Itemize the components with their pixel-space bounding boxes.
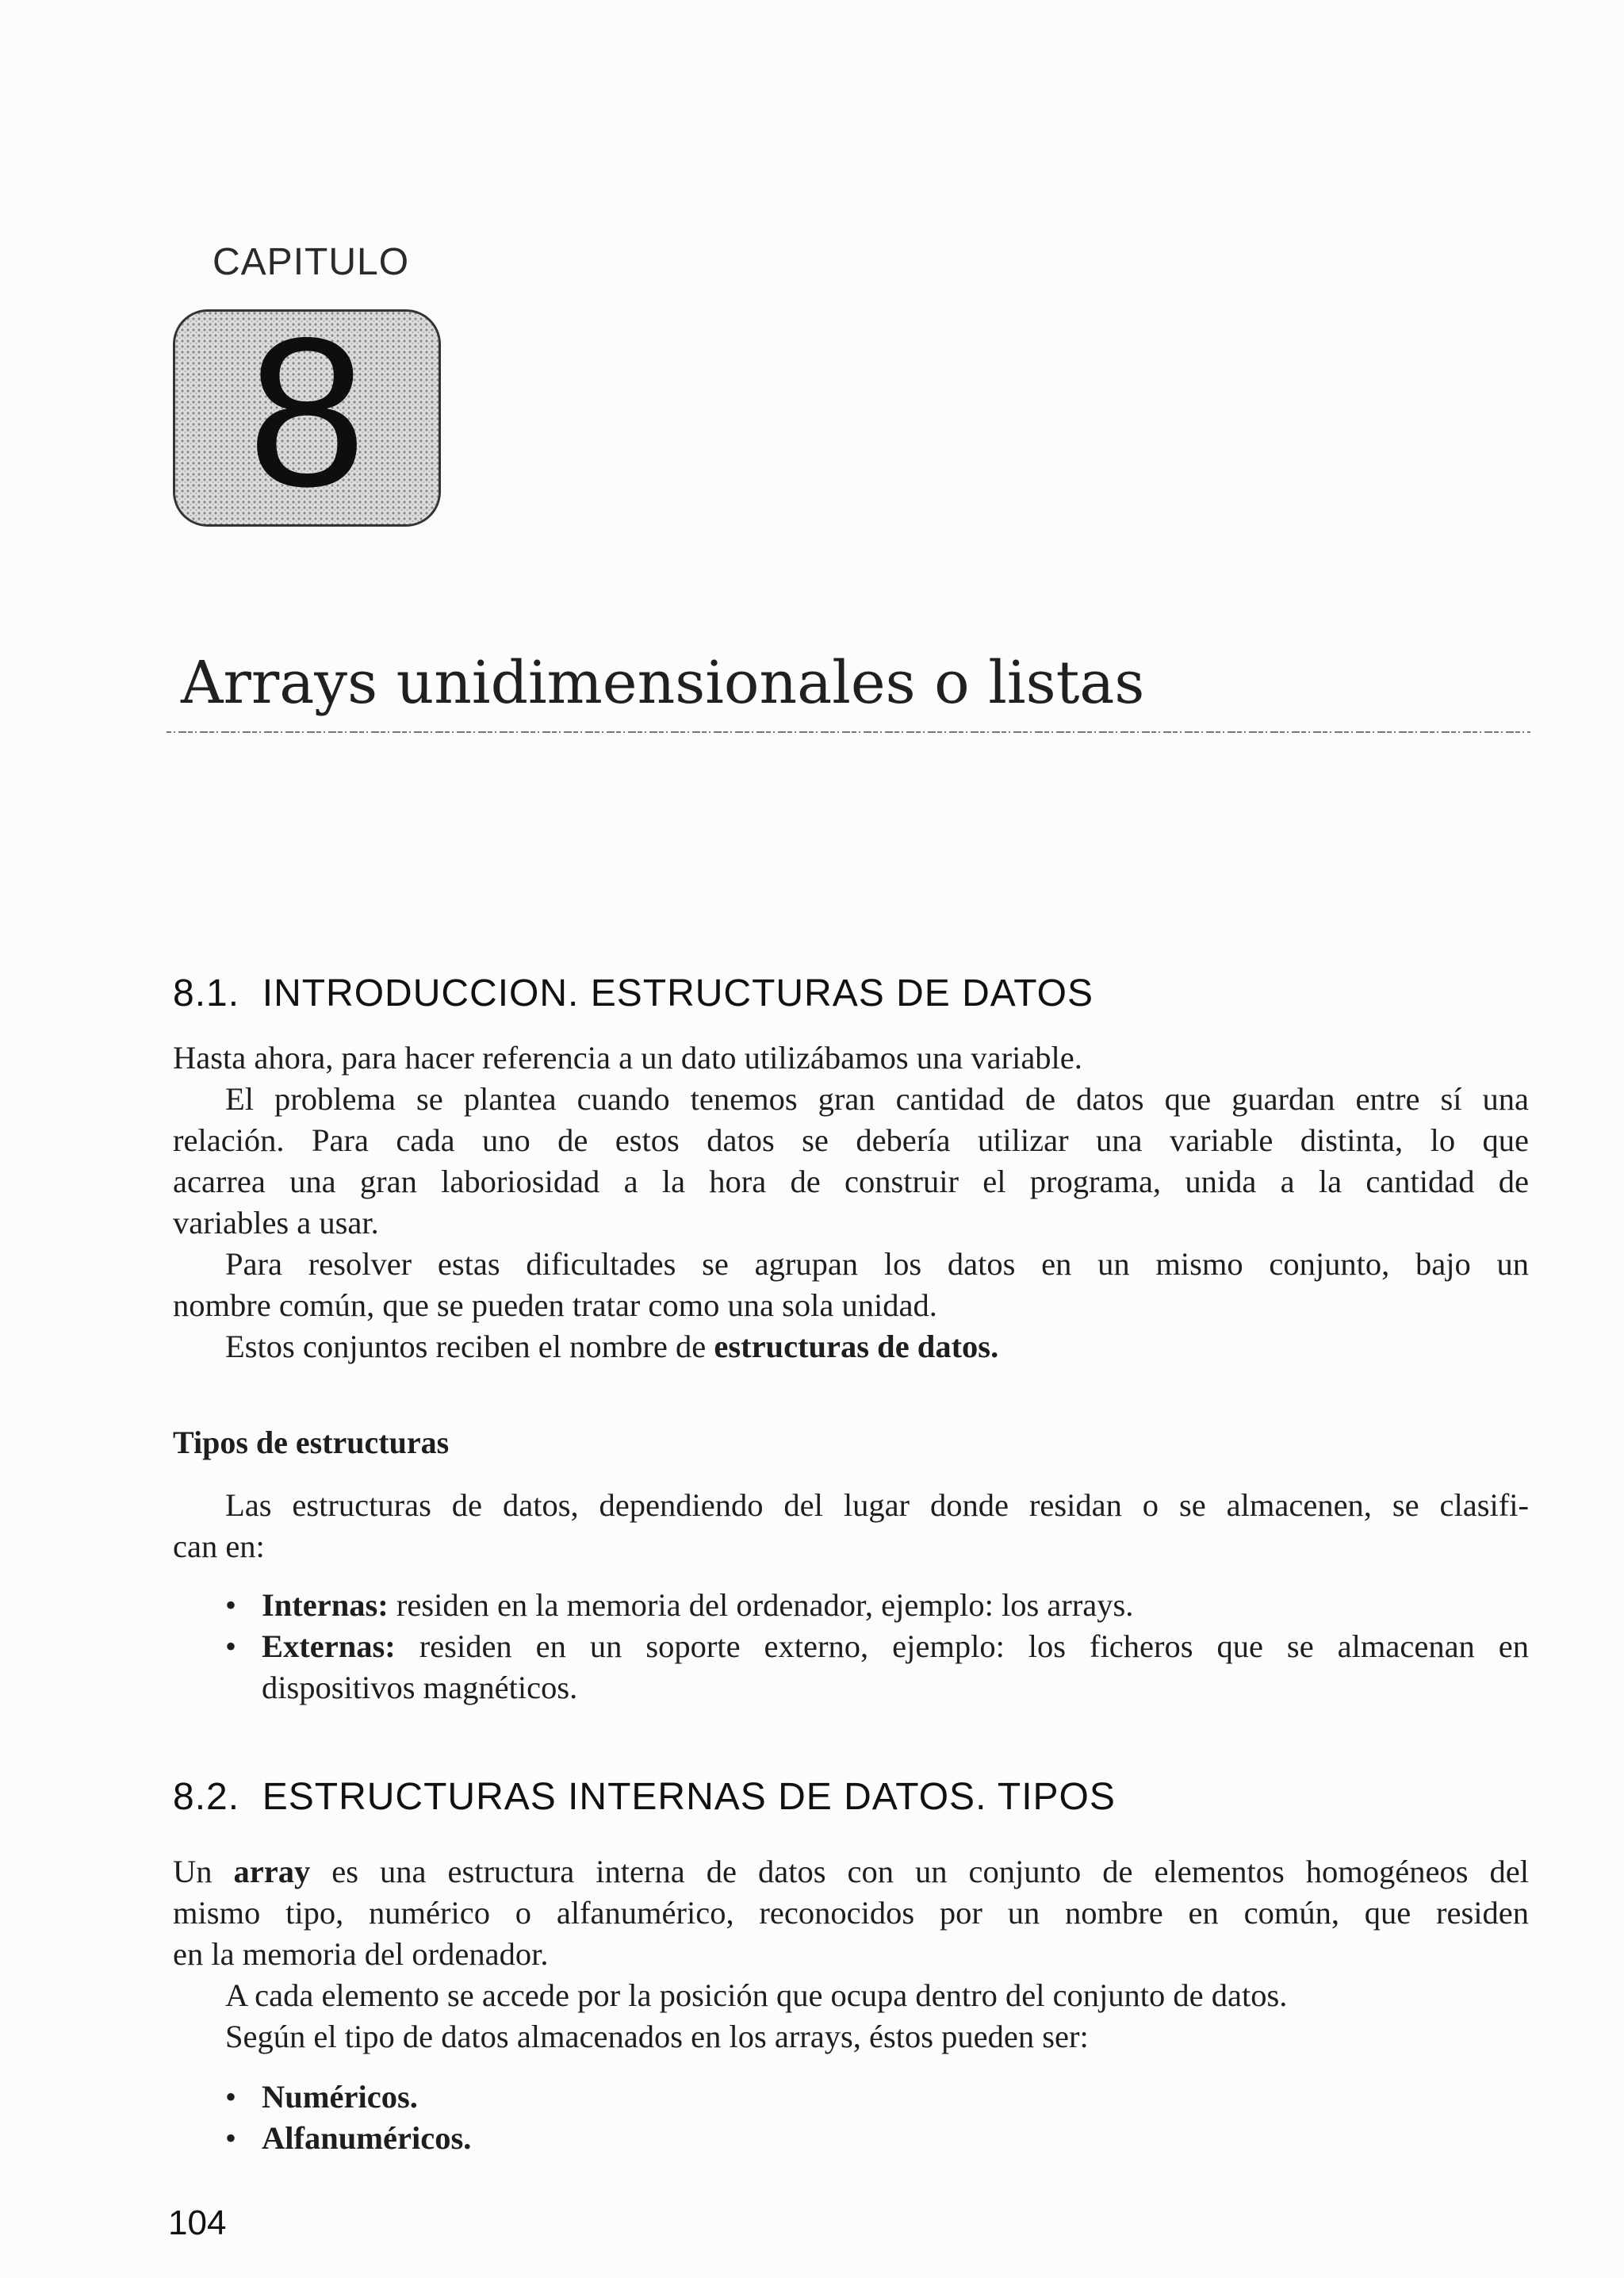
text-line: mismo tipo, numérico o alfanumérico, reconocidos por un nombre en común, que residen xyxy=(173,1895,1529,1931)
classification-paragraph xyxy=(173,1485,1529,1567)
list-item xyxy=(225,2077,1177,2118)
section-heading-8-1: 8.1. INTRODUCCION. ESTRUCTURAS DE DATOS xyxy=(173,972,1094,1014)
text-line: Las estructuras de datos, dependiendo del lugar donde residan o se almacenen, se clasifi- xyxy=(225,1487,1529,1523)
list-item xyxy=(225,1585,1529,1626)
chapter-title: Arrays unidimensionales o listas xyxy=(181,649,1145,717)
text-line: en la memoria del ordenador. xyxy=(173,1936,549,1972)
bullet-continuation: dispositivos magnéticos. xyxy=(262,1670,578,1705)
subheading-tipos: Tipos de estructuras xyxy=(173,1425,450,1460)
bullet-term: Internas: xyxy=(262,1587,389,1623)
text-fragment: es una estructura interna de datos con un conjunto de elementos homogéneos del xyxy=(310,1854,1529,1889)
bullet-text: residen en un soporte externo, ejemplo: los ficheros que se almacenan en xyxy=(395,1628,1529,1664)
intro-paragraph: Hasta ahora, para hacer referencia a un dato utilizábamos una variable. xyxy=(173,1040,1082,1076)
definition-text: Estos conjuntos reciben el nombre de xyxy=(225,1329,714,1364)
list-item xyxy=(225,2118,1177,2159)
text-line: variables a usar. xyxy=(173,1205,379,1241)
definition-paragraph xyxy=(225,1326,1526,1367)
title-underline xyxy=(167,730,1530,734)
text-line: can en: xyxy=(173,1528,265,1564)
access-paragraph: A cada elemento se accede por la posición que ocupa dentro del conjunto de datos. xyxy=(225,1977,1288,2013)
problem-paragraph xyxy=(173,1079,1529,1244)
chapter-number-box xyxy=(173,309,441,527)
text-fragment: Un xyxy=(173,1854,234,1889)
list-item xyxy=(225,1626,1529,1708)
array-definition-paragraph xyxy=(173,1851,1529,1975)
bullet-list-array-types xyxy=(225,2077,1177,2159)
bullet-icon: • xyxy=(225,2120,237,2156)
types-paragraph: Según el tipo de datos almacenados en los arrays, éstos pueden ser: xyxy=(225,2019,1089,2054)
text-line: relación. Para cada uno de estos datos se debería utilizar una variable distinta, lo que xyxy=(173,1122,1529,1158)
grouping-paragraph xyxy=(173,1244,1529,1326)
bullet-text: residen en la memoria del ordenador, ejemplo: los arrays. xyxy=(388,1587,1134,1623)
bullet-term: Alfanuméricos. xyxy=(262,2120,472,2156)
text-line: Para resolver estas dificultades se agrupan los datos en un mismo conjunto, bajo un xyxy=(225,1246,1529,1282)
array-term: array xyxy=(233,1854,311,1889)
section-heading-8-2: 8.2. ESTRUCTURAS INTERNAS DE DATOS. TIPOS xyxy=(173,1776,1116,1818)
text-line: El problema se plantea cuando tenemos gran cantidad de datos que guardan entre sí una xyxy=(225,1081,1529,1117)
text-line: acarrea una gran laboriosidad a la hora de construir el programa, unida a la cantidad de xyxy=(173,1164,1529,1199)
bullet-list-structures xyxy=(225,1585,1529,1708)
definition-term: estructuras de datos. xyxy=(714,1329,999,1364)
bullet-icon: • xyxy=(225,1587,237,1623)
text-line: nombre común, que se pueden tratar como una sola unidad. xyxy=(173,1287,937,1323)
page-number: 104 xyxy=(168,2203,227,2242)
bullet-icon: • xyxy=(225,1628,237,1664)
chapter-label: CAPITULO xyxy=(213,241,410,283)
bullet-term: Externas: xyxy=(262,1628,396,1664)
bullet-icon: • xyxy=(225,2079,237,2115)
chapter-number: 8 xyxy=(247,309,366,527)
bullet-term: Numéricos. xyxy=(262,2079,418,2115)
